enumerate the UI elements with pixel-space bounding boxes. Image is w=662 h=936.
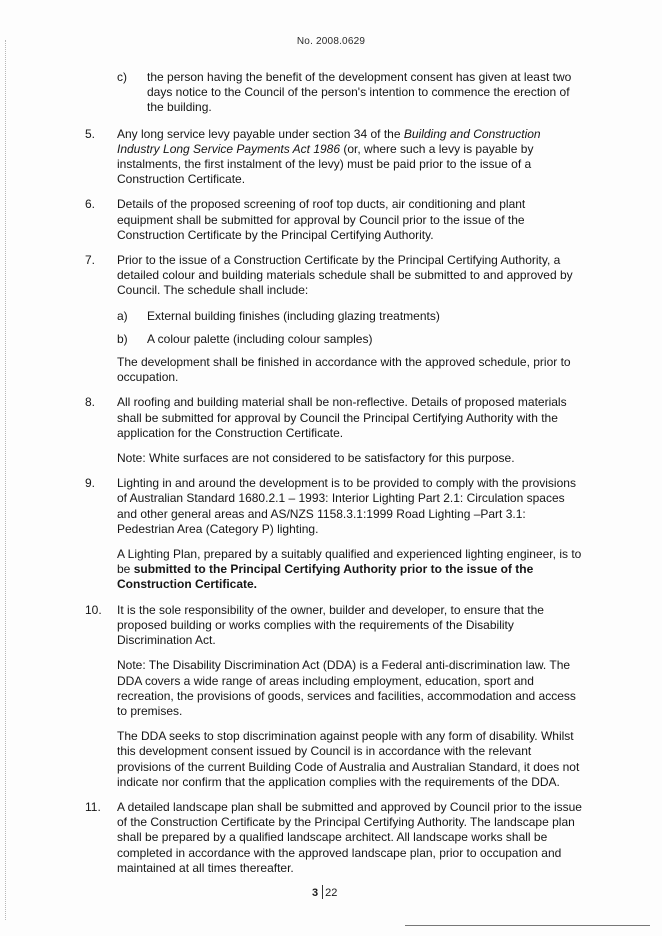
clause-text: Prior to the issue of a Construction Certificate by the Principal Certifying Authority, a detailed colour and building materials schedule shall be submitted to and approved by Council. The schedule shall include:	[117, 253, 573, 298]
clause-closing: The development shall be finished in accordance with the approved schedule, prior to occupation.	[117, 355, 571, 385]
clause-text: Details of the proposed screening of roof top ducts, air conditioning and plant equipment shall be submitted for approval by Council prior to the issue of the Construction Certificate by the Principal Certifying Authority.	[117, 197, 526, 242]
lighting-plan-text	[117, 547, 584, 593]
clause-note: Note: White surfaces are not considered to be satisfactory for this purpose.	[117, 451, 515, 466]
footer-rule	[405, 925, 650, 926]
clause-5	[0, 127, 662, 188]
clause-9	[0, 476, 662, 592]
dda-paragraph: The DDA seeks to stop discrimination against people with any form of disability. Whilst this development consent issued by Council is in accordance with the relevant provisions of the current Building Code of Australia and Australian Standard, it does not indicate nor confirm that the application complies with the requirements of the DDA.	[117, 729, 580, 789]
conditions-list	[0, 70, 662, 886]
sub-item-text: the person having the benefit of the development consent has given at least two days notice to the Council of the person's intention to commence the erection of the building.	[147, 70, 572, 115]
clause-4c	[0, 70, 662, 116]
sub-item-text: External building finishes (including glazing treatments)	[147, 308, 440, 323]
sub-item-a	[117, 309, 584, 324]
clause-text: A detailed landscape plan shall be submitted and approved by Council prior to the issue of the Construction Certificate by the Principal Certifying Authority. The landscape plan shall be prepared by a qualified landscape architect. All landscape works shall be completed in accordance with the approved landscape plan, prior to occupation and maintained at all times thereafter.	[117, 799, 582, 875]
clause-text	[117, 127, 584, 188]
clause-text: Lighting in and around the development is to be provided to comply with the provisions of Australian Standard 1680.2.1 – 1993: Interior Lighting Part 2.1: Circulation spaces and other general areas and AS/NZS 1158.3.1:1999 Road Lighting –Part 3.1: Pedestrian Area (Category P) lighting.	[117, 476, 576, 536]
clause-number: 10.	[85, 602, 102, 617]
clause-note: Note: The Disability Discrimination Act (DDA) is a Federal anti-discrimination law. The DDA covers a wide range of areas including employment, education, sport and recreation, the provisions of goods, services and facilities, accommodation and access to premises.	[117, 658, 576, 718]
clause-text: All roofing and building material shall be non-reflective. Details of proposed materials shall be submitted for approval by Council the Principal Certifying Authority with the application for the Construction Certificate.	[117, 395, 567, 440]
clause-text-part: Any long service levy payable under section 34 of the	[117, 126, 404, 141]
clause-number: 5.	[85, 126, 96, 141]
clause-6	[0, 197, 662, 243]
act-title: Building and Construction Industry Long Service Payments Act 1986	[117, 126, 541, 156]
total-pages: 22	[325, 887, 338, 899]
clause-10	[0, 603, 662, 790]
page-divider	[322, 885, 323, 899]
sub-item-text: A colour palette (including colour samples)	[147, 331, 373, 346]
sub-item-b	[117, 332, 584, 347]
sub-item-letter: c)	[117, 70, 127, 84]
current-page: 3	[312, 887, 319, 899]
clause-number: 11.	[85, 799, 101, 814]
page-number	[312, 885, 337, 899]
sub-item-letter: a)	[117, 308, 128, 323]
document-number: No. 2008.0629	[296, 36, 366, 47]
clause-11	[0, 800, 662, 876]
clause-number: 6.	[85, 197, 96, 212]
clause-text-part: (or, where such a levy is payable by instalments, the first instalment of the levy) must be paid prior to the issue of a Construction Certificate.	[117, 141, 534, 187]
clause-number: 7.	[85, 253, 96, 268]
clause-number: 9.	[85, 476, 96, 491]
clause-number: 8.	[85, 395, 96, 410]
clause-7	[0, 253, 662, 385]
clause-text-part: A Lighting Plan, prepared by a suitably qualified and experienced lighting engineer, is to be	[117, 547, 582, 577]
sub-item-letter: b)	[117, 331, 128, 346]
bold-requirement: submitted to the Principal Certifying Authority prior to the issue of the Construction Certificate.	[117, 562, 534, 592]
clause-text: It is the sole responsibility of the owner, builder and developer, to ensure that the proposed building or works complies with the requirements of the Disability Discrimination Act.	[117, 602, 544, 648]
clause-8	[0, 395, 662, 466]
